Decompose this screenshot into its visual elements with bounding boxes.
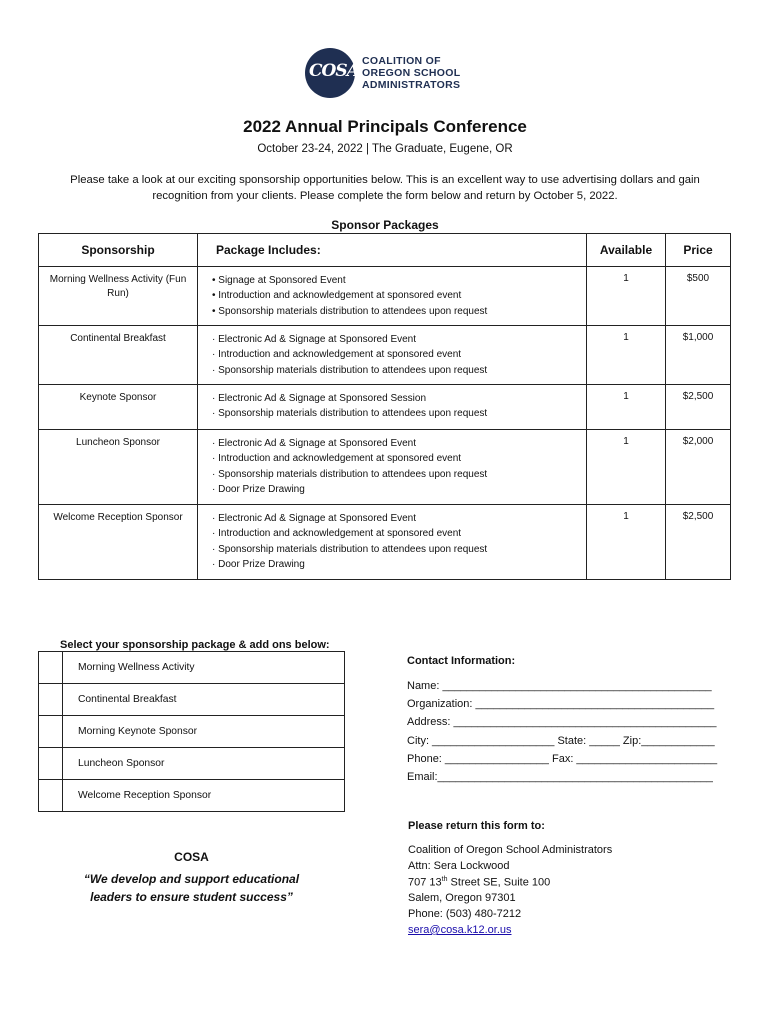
package-selection-table <box>38 651 345 812</box>
include-item: · Door Prize Drawing <box>212 558 305 570</box>
street-number: 707 13 <box>408 876 442 889</box>
selection-row <box>39 748 345 780</box>
available-count: 1 <box>587 326 666 385</box>
price: $500 <box>666 267 731 326</box>
include-item: · Electronic Ad & Signage at Sponsored Event <box>212 513 417 524</box>
return-form-heading: Please return this form to: <box>408 820 545 832</box>
return-street <box>408 876 550 889</box>
email-field[interactable]: Email:_____________________________________________ <box>407 771 713 783</box>
selection-row <box>39 652 345 684</box>
return-phone: Phone: (503) 480-7212 <box>408 908 522 920</box>
selection-row <box>39 780 345 812</box>
cosa-mission-quote <box>38 870 345 906</box>
sponsorship-name: Continental Breakfast <box>39 326 198 385</box>
selection-checkbox[interactable] <box>39 684 63 716</box>
event-details: October 23-24, 2022 | The Graduate, Eugene, OR <box>257 143 513 155</box>
include-item: · Electronic Ad & Signage at Sponsored Session <box>212 393 427 404</box>
intro-paragraph <box>55 172 715 204</box>
return-email-wrap <box>408 924 512 936</box>
quote-line: leaders to ensure student success” <box>90 890 293 904</box>
return-email-link[interactable]: sera@cosa.k12.or.us <box>408 924 512 936</box>
package-includes <box>198 385 587 430</box>
organization-field[interactable]: Organization: _______________________________________ <box>407 698 715 710</box>
price: $2,000 <box>666 430 731 505</box>
include-item: · Introduction and acknowledgement at sponsored event <box>212 453 462 465</box>
package-includes <box>198 267 587 326</box>
sponsor-packages-table <box>38 233 731 580</box>
selection-row <box>39 684 345 716</box>
intro-line: Please take a look at our exciting sponsorship opportunities below. This is an excellent way to use advertising dollars and gain <box>70 174 700 186</box>
contact-info-heading: Contact Information: <box>407 655 516 667</box>
sponsorship-name: Keynote Sponsor <box>39 385 198 430</box>
table-row <box>39 430 731 505</box>
table-row <box>39 385 731 430</box>
table-row <box>39 505 731 580</box>
table-row <box>39 267 731 326</box>
selection-label: Welcome Reception Sponsor <box>63 780 345 812</box>
address-field[interactable]: Address: ___________________________________________ <box>407 716 717 728</box>
column-header-available: Available <box>587 234 666 267</box>
column-header-price: Price <box>666 234 731 267</box>
street-suffix: th <box>441 876 448 883</box>
selection-checkbox[interactable] <box>39 716 63 748</box>
price: $2,500 <box>666 505 731 580</box>
page-title: 2022 Annual Principals Conference <box>243 117 527 136</box>
selection-checkbox[interactable] <box>39 652 63 684</box>
include-item: · Sponsorship materials distribution to attendees upon request <box>212 408 488 420</box>
package-includes <box>198 505 587 580</box>
phone-fax-field[interactable]: Phone: _________________ Fax: _______________________ <box>407 753 718 765</box>
selection-label: Continental Breakfast <box>63 684 345 716</box>
logo-line: OREGON SCHOOL <box>362 67 461 79</box>
include-item: · Sponsorship materials distribution to attendees upon request <box>212 543 488 555</box>
available-count: 1 <box>587 267 666 326</box>
include-item: • Introduction and acknowledgement at sponsored event <box>212 290 462 302</box>
selection-checkbox[interactable] <box>39 780 63 812</box>
selection-label: Morning Keynote Sponsor <box>63 716 345 748</box>
selection-row <box>39 716 345 748</box>
package-includes <box>198 430 587 505</box>
include-item: • Sponsorship materials distribution to attendees upon request <box>212 305 488 317</box>
logo-monogram: COSA <box>309 61 359 81</box>
name-field[interactable]: Name: ____________________________________________ <box>407 680 712 692</box>
intro-line: recognition from your clients. Please complete the form below and return by October 5, 2022. <box>152 190 618 202</box>
city-state-zip-field[interactable]: City: ____________________ State: _____ Zip:____________ <box>407 735 715 747</box>
column-header-includes: Package Includes: <box>198 234 587 267</box>
table-header-row <box>39 234 731 267</box>
sponsor-packages-heading: Sponsor Packages <box>331 218 439 232</box>
logo-line: COALITION OF <box>362 55 441 67</box>
include-item: · Sponsorship materials distribution to attendees upon request <box>212 468 488 480</box>
cosa-name: COSA <box>174 850 209 864</box>
include-item: · Sponsorship materials distribution to attendees upon request <box>212 364 488 376</box>
price: $2,500 <box>666 385 731 430</box>
return-attn: Attn: Sera Lockwood <box>408 860 510 872</box>
sponsorship-name: Welcome Reception Sponsor <box>39 505 198 580</box>
available-count: 1 <box>587 385 666 430</box>
include-item: · Introduction and acknowledgement at sponsored event <box>212 528 462 540</box>
available-count: 1 <box>587 505 666 580</box>
selection-checkbox[interactable] <box>39 748 63 780</box>
table-row <box>39 326 731 385</box>
return-org: Coalition of Oregon School Administrators <box>408 844 613 856</box>
cosa-logo <box>305 48 475 104</box>
price: $1,000 <box>666 326 731 385</box>
include-item: • Signage at Sponsored Event <box>212 275 346 286</box>
available-count: 1 <box>587 430 666 505</box>
select-package-heading: Select your sponsorship package & add ons below: <box>60 639 330 651</box>
sponsorship-name: Luncheon Sponsor <box>39 430 198 505</box>
sponsorship-name: Morning Wellness Activity (Fun Run) <box>39 267 198 326</box>
logo-line: ADMINISTRATORS <box>362 79 461 91</box>
return-city: Salem, Oregon 97301 <box>408 892 516 904</box>
logo-wordmark <box>362 55 460 91</box>
column-header-sponsorship: Sponsorship <box>39 234 198 267</box>
include-item: · Electronic Ad & Signage at Sponsored Event <box>212 438 417 449</box>
quote-line: “We develop and support educational <box>83 872 300 886</box>
include-item: · Door Prize Drawing <box>212 483 305 495</box>
include-item: · Electronic Ad & Signage at Sponsored Event <box>212 334 417 345</box>
street-rest: Street SE, Suite 100 <box>447 876 551 889</box>
selection-label: Luncheon Sponsor <box>63 748 345 780</box>
selection-label: Morning Wellness Activity <box>63 652 345 684</box>
package-includes <box>198 326 587 385</box>
include-item: · Introduction and acknowledgement at sponsored event <box>212 349 462 361</box>
cosa-logo-emblem <box>305 48 359 98</box>
